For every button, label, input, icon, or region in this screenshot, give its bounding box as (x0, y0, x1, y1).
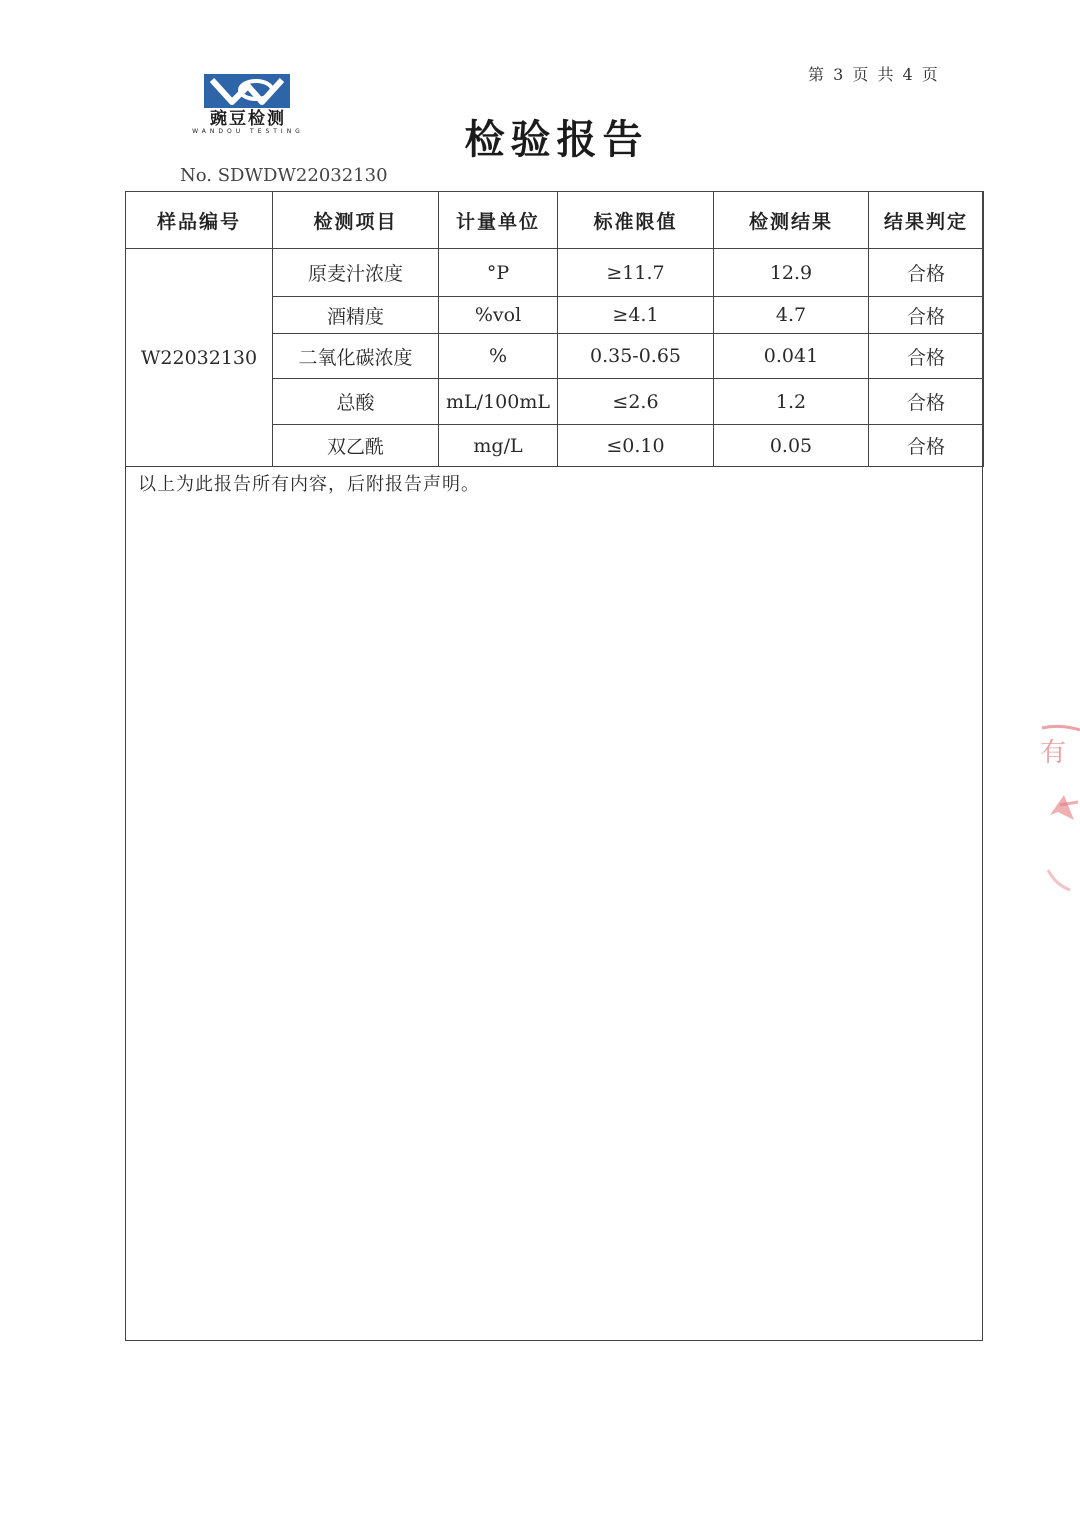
header-result: 检测结果 (714, 192, 869, 249)
header-sample-id: 样品编号 (126, 192, 273, 249)
verdict-cell: 合格 (869, 334, 984, 379)
header-limit: 标准限值 (558, 192, 714, 249)
unit-cell: % (439, 334, 558, 379)
verdict-cell: 合格 (869, 249, 984, 297)
sample-id-cell: W22032130 (126, 249, 273, 467)
result-cell: 4.7 (714, 297, 869, 334)
header-unit: 计量单位 (439, 192, 558, 249)
header-verdict: 结果判定 (869, 192, 984, 249)
item-cell: 双乙酰 (273, 425, 439, 467)
limit-cell: ≥11.7 (558, 249, 714, 297)
header-test-item: 检测项目 (273, 192, 439, 249)
logo-name-en: WANDOU TESTING (192, 128, 304, 135)
verdict-cell: 合格 (869, 297, 984, 334)
official-seal-fragment (1030, 720, 1080, 910)
item-cell: 原麦汁浓度 (273, 249, 439, 297)
table-header-row (126, 192, 984, 249)
report-note: 以上为此报告所有内容，后附报告声明。 (138, 474, 480, 495)
unit-cell: °P (439, 249, 558, 297)
report-number: No. SDWDW22032130 (180, 165, 388, 186)
result-cell: 0.05 (714, 425, 869, 467)
unit-cell: %vol (439, 297, 558, 334)
page-number: 第 3 页 共 4 页 (808, 65, 940, 84)
results-table (125, 191, 984, 467)
item-cell: 二氧化碳浓度 (273, 334, 439, 379)
table-row (126, 249, 984, 297)
result-cell: 1.2 (714, 379, 869, 425)
logo-emblem-icon (178, 72, 318, 112)
verdict-cell: 合格 (869, 425, 984, 467)
verdict-cell: 合格 (869, 379, 984, 425)
limit-cell: 0.35-0.65 (558, 334, 714, 379)
limit-cell: ≥4.1 (558, 297, 714, 334)
limit-cell: ≤0.10 (558, 425, 714, 467)
report-title: 检验报告 (464, 117, 649, 163)
item-cell: 酒精度 (273, 297, 439, 334)
limit-cell: ≤2.6 (558, 379, 714, 425)
item-cell: 总酸 (273, 379, 439, 425)
logo-name-cn: 豌豆检测 (210, 109, 286, 129)
result-cell: 12.9 (714, 249, 869, 297)
seal-char: 有 (1040, 738, 1067, 768)
unit-cell: mg/L (439, 425, 558, 467)
result-cell: 0.041 (714, 334, 869, 379)
unit-cell: mL/100mL (439, 379, 558, 425)
